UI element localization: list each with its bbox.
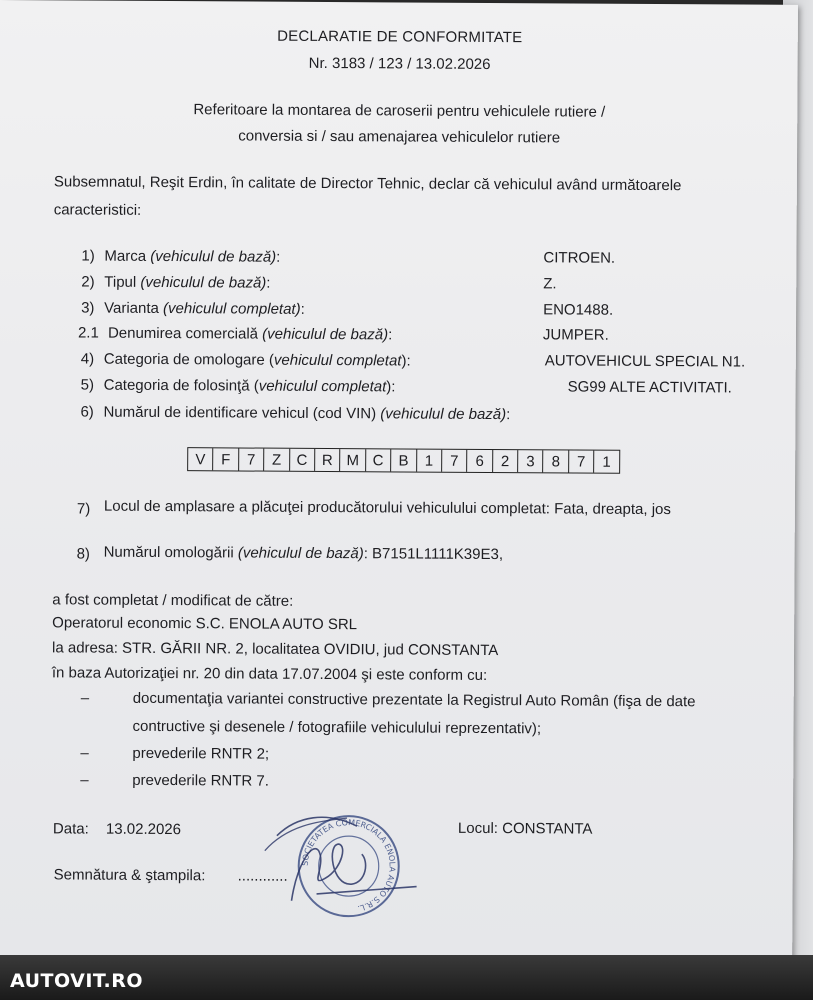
item-value: AUTOVEHICUL SPECIAL N1. (544, 352, 746, 371)
date-label: Data: (52, 820, 89, 838)
item-label: Categoria de folosinţă (vehiculul completat): (103, 376, 396, 396)
bullet-text: prevederile RNTR 7. (132, 771, 270, 790)
item-label: Categoria de omologare (vehiculul completat): (103, 350, 411, 370)
completion-line-2: Operatorul economic S.C. ENOLA AUTO SRL (52, 614, 358, 634)
bullet-dash: – (80, 771, 89, 789)
document-number: Nr. 3183 / 123 / 13.02.2026 (308, 54, 491, 73)
item-number: 5) (80, 376, 95, 394)
bullet-text: contructive şi desenele / fotografiile vehiculului reprezentativ); (132, 717, 542, 738)
vin-char: 8 (544, 450, 570, 472)
vin-char: M (340, 449, 366, 471)
item-number: 4) (80, 350, 95, 368)
document-title: DECLARATIE DE CONFORMITATE (277, 27, 523, 47)
item-value: CITROEN. (543, 249, 616, 267)
vin-char: 1 (417, 450, 443, 472)
item-label: Marca (vehiculul de bază): (104, 247, 281, 266)
vin-char: F (214, 448, 240, 470)
item-label: Denumirea comercială (vehiculul de bază): (107, 324, 393, 344)
company-stamp (256, 806, 427, 927)
bullet-dash: – (80, 689, 90, 707)
reference-line-2: conversia si / sau amenajarea vehiculelor rutiere (238, 127, 561, 147)
signature-dots: ............ (237, 867, 288, 885)
bullet-text: prevederile RNTR 2; (132, 744, 270, 763)
reference-line-1: Referitoare la montarea de caroserii pentru vehiculele rutiere / (193, 101, 606, 121)
vin-char: 3 (518, 450, 544, 472)
item-value: JUMPER. (542, 326, 609, 344)
plate-location: Locul de amplasare a plăcuţei producătorului vehiculului completat: Fata, dreapta, jos (103, 497, 671, 519)
item-value: ENO1488. (543, 301, 614, 319)
bullet-dash: – (80, 744, 89, 762)
vin-char: 2 (493, 450, 519, 472)
date-value: 13.02.2026 (105, 820, 182, 839)
vin-char: C (290, 449, 316, 471)
vin-char: Z (264, 449, 290, 471)
vin-char: B (391, 449, 417, 471)
completion-line-1: a fost completat / modificat de către: (52, 591, 294, 610)
item-number: 1) (81, 247, 95, 265)
vin-grid (187, 447, 620, 474)
vin-char: C (366, 449, 392, 471)
place: Locul: CONSTANTA (457, 819, 593, 838)
item-number: 8) (76, 545, 91, 563)
completion-line-4: în baza Autorizaţiei nr. 20 din data 17.07.2004 şi este conform cu: (51, 664, 488, 684)
vin-char: 7 (442, 450, 468, 472)
item-label: Tipul (vehiculul de bază): (104, 273, 271, 292)
homologation-number: Numărul omologării (vehiculul de bază): B7151L1111K39E3, (103, 543, 504, 564)
vin-char: 1 (602, 453, 611, 471)
watermark-strip (0, 955, 813, 1000)
item-value: Z. (543, 275, 557, 293)
svg-text:SOCIETATEA COMERCIALA ENOLA AU: SOCIETATEA COMERCIALA ENOLA AUTO S.R.L. (300, 818, 397, 914)
completion-line-3: la adresa: STR. GĂRII NR. 2, localitatea OVIDIU, jud CONSTANTA (51, 639, 499, 660)
item-label: Numărul de identificare vehicul (cod VIN) (vehiculul de bază): (103, 403, 511, 424)
vin-char: 7 (569, 450, 595, 472)
vin-char: 6 (467, 450, 493, 472)
item-number: 2.1 (77, 324, 99, 342)
vin-char: 7 (239, 448, 265, 470)
vin-char: R (315, 449, 341, 471)
item-number: 6) (80, 403, 94, 421)
item-number: 3) (81, 299, 95, 317)
item-label: Varianta (vehiculul completat): (104, 299, 305, 318)
intro-line-1: Subsemnatul, Reşit Erdin, în calitate de Director Tehnic, declar că vehiculul având următoarele (53, 173, 682, 195)
vin-char: V (188, 448, 214, 470)
autovit-logo: AUTOVIT.RO (10, 970, 143, 992)
item-value: SG99 ALTE ACTIVITATI. (567, 378, 732, 397)
bullet-text: documentaţia variantei constructive prezentate la Registrul Auto Român (fişa de date (132, 689, 696, 711)
item-number: 2) (81, 273, 95, 291)
signature-label: Semnătura & ştampila: (53, 866, 206, 885)
intro-line-2: caracteristici: (53, 201, 142, 219)
item-number: 7) (76, 500, 91, 518)
